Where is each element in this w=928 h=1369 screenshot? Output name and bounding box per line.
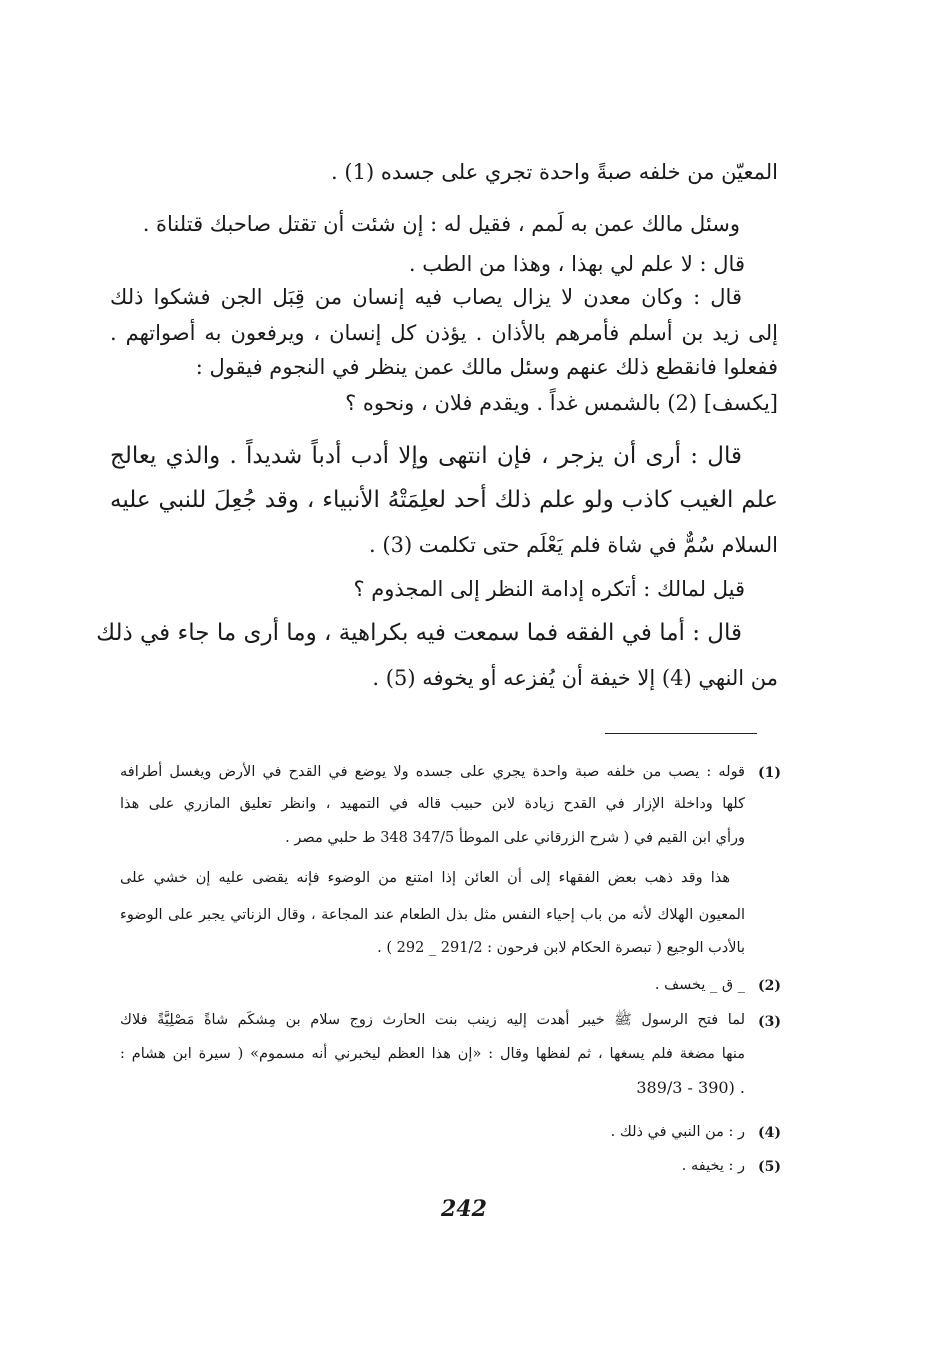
- footnote-line: . (390 - 389/3: [636, 1078, 745, 1097]
- footnote-line: ر : يخيفه .: [681, 1158, 745, 1174]
- body-line: السلام سُمٌّ في شاة فلم يَعْلَم حتى تكلمت (3) .: [369, 533, 778, 557]
- footnote-line: المعيون الهلاك لأنه من باب إحياء النفس مثل بذل الطعام عند المجاعة ، وقال الزناتي يجبر على الوضوء: [120, 907, 745, 923]
- body-line: المعيّن من خلفه صبةً واحدة تجري على جسده (1) .: [331, 160, 778, 184]
- footnote-separator: [605, 733, 757, 734]
- footnote-line: قوله : يصب من خلفه صبة واحدة يجري على جسده ولا يوضع في القدح في الأرض ويغسل أطرافه: [120, 764, 745, 780]
- body-line: قال : لا علم لي بهذا ، وهذا من الطب .: [408, 252, 745, 276]
- footnote-line: لما فتح الرسول ﷺ خيبر أهدت إليه زينب بنت الحارث زوج سلام بن مِشكَم شاةً مَصْلِيَّةً فلاك: [120, 1012, 745, 1028]
- body-line: ففعلوا فانقطع ذلك عنهم وسئل مالك عمن ينظر في النجوم فيقول :: [195, 355, 778, 379]
- body-line: قال : وكان معدن لا يزال يصاب فيه إنسان من قِبَل الجن فشكوا ذلك: [110, 285, 742, 309]
- body-line: وسئل مالك عمن به لَمم ، فقيل له : إن شئت أن تقتل صاحبك قتلناهَ .: [142, 212, 740, 236]
- body-line: [يكسف] (2) بالشمس غداً . ويقدم فلان ، ونحوه ؟: [345, 391, 778, 415]
- body-line: علم الغيب كاذب ولو علم ذلك أحد لعلِمَتْهُ الأنبياء ، وقد جُعِلَ للنبي عليه: [110, 487, 778, 513]
- footnote-line: بالأدب الوجيع ( تبصرة الحكام لابن فرحون : 291/2 _ 292 ) .: [377, 940, 745, 956]
- footnote-line: ورأي ابن القيم في ( شرح الزرقاني على الموطأ 347/5 348 ط حلبي مصر .: [285, 830, 745, 846]
- footnote-line: كلها وداخلة الإزار في القدح زيادة لابن حبيب قاله في التمهيد ، وانظر تعليق المازري على هذا: [120, 796, 745, 812]
- body-line: قال : أرى أن يزجر ، فإن انتهى وإلا أدب أدباً شديداً . والذي يعالج: [110, 443, 742, 469]
- footnote-line: منها مضغة فلم يسغها ، ثم لفظها وقال : «إن هذا العظم ليخبرني أنه مسموم» ( سيرة ابن هشام :: [120, 1046, 745, 1062]
- footnote-line: _ ق _ يخسف .: [654, 977, 745, 993]
- footnote-line: ر : من النبي في ذلك .: [610, 1124, 745, 1140]
- footnote-number: (1): [758, 765, 781, 781]
- body-line: قيل لمالك : أتكره إدامة النظر إلى المجذوم ؟: [353, 577, 745, 601]
- body-line: قال : أما في الفقه فما سمعت فيه بكراهية ، وما أرى ما جاء في ذلك: [96, 620, 742, 646]
- footnote-number: (2): [758, 978, 781, 994]
- footnote-number: (3): [758, 1014, 781, 1030]
- footnote-number: (4): [758, 1125, 781, 1141]
- body-line: إلى زيد بن أسلم فأمرهم بالأذان . يؤذن كل إنسان ، ويرفعون به أصواتهم .: [110, 321, 779, 345]
- body-line: من النهي (4) إلا خيفة أن يُفزعه أو يخوفه (5) .: [372, 666, 778, 690]
- footnote-number: (5): [758, 1159, 781, 1175]
- footnote-line: هذا وقد ذهب بعض الفقهاء إلى أن العائن إذا امتنع من الوضوء فإنه يقضى عليه إن خشي على: [120, 870, 730, 886]
- page-number: 242: [441, 1196, 487, 1222]
